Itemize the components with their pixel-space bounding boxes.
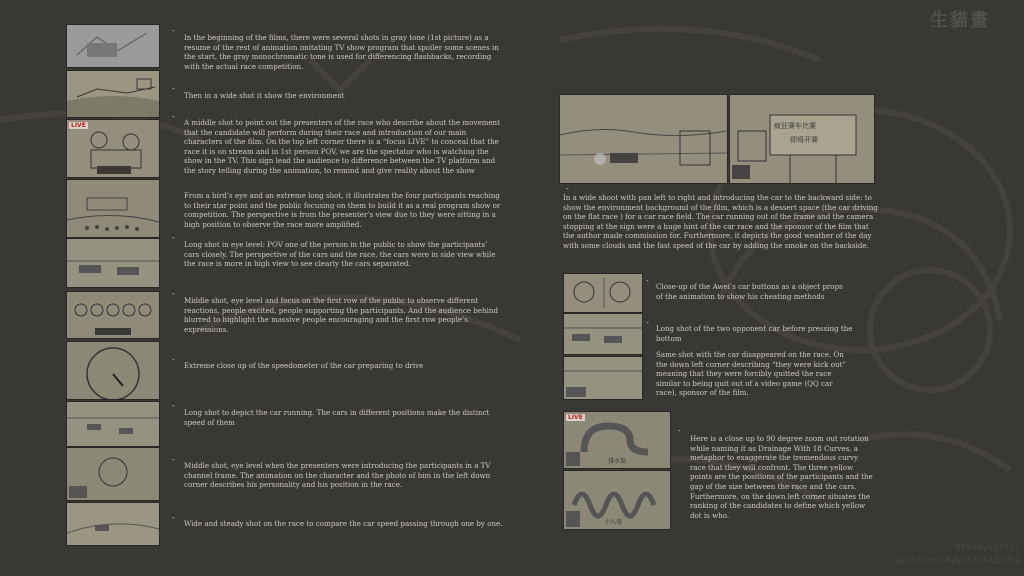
track-label-1: 排水渠 <box>608 458 627 465</box>
track-zoom-caption: Here is a close up to 90 degree zoom out rotation while naming it as Drainage With 18 Curves, a metaphor to exaggerate the tremendous curvy race that they will confront. The three yellow points are the positions of the participants and the gap of the size between the race and the cars. Furthermore, on the down left corner situates the ranking of the candidates to define which yellow dot is who. <box>690 434 873 520</box>
track-zoom-frame-1 <box>563 411 671 469</box>
stamp-line-2: ab0b9dec64ab0420e43b06a <box>895 556 1020 566</box>
storyboard-frame-7 <box>66 341 160 400</box>
shot-caption-1: In the beginning of the films, there were several shots in gray tone (1st picture) as a resume of the rest of animation imitating TV show program that spoiler some scenes in the start, the gray monochromatic tone is used for differencing flashbacks, recording with the actual race competition. <box>184 33 499 71</box>
caption-dash: - <box>646 318 649 327</box>
shot-caption-5: Long shot in eye level: POV one of the person in the public to show the participants’ cars closely. The perspective of the cars and the race, the cars were in side view while the race is more in high view to see clearly the cars separated. <box>184 240 496 269</box>
caption-dash: - <box>172 233 175 242</box>
caption-dash: - <box>678 426 681 435</box>
storyboard-frame-10 <box>66 502 160 546</box>
kicked-out-caption: Same shot with the car disappeared on the race. On the down left corner describing “they were kick out” meaning that they were forcibly quitted the race similar to being quit out of a video game (QQ car race), sponsor of the film. <box>656 350 847 398</box>
storyboard-frame-9 <box>66 447 160 501</box>
live-badge: LIVE <box>71 122 86 129</box>
caption-dash: - <box>172 401 175 410</box>
storyboard-frame-8 <box>66 401 160 447</box>
shot-caption-9: Middle shot, eye level when the presenters were introducing the participants in a TV channel frame. The animation on the character and the photo of him in the left down corner describes his personality and his position in the race. <box>184 461 491 490</box>
storyboard-frame-4 <box>66 179 160 238</box>
caption-dash: - <box>172 513 175 522</box>
caption-dash: - <box>172 455 175 464</box>
wide-pan-frame-right <box>729 94 875 184</box>
shot-caption-10: Wide and steady shot on the race to compare the car speed passing through one by one. <box>184 519 503 528</box>
shot-caption-6: Middle shot, eye level and focus on the first row of the public to observe different reactions, people excited, people supporting the participants. And the audience behind blurred to highlight the massive people encouraging and the first row people’s expressions. <box>184 296 499 334</box>
shot-caption-4: From a bird’s eye and an extreme long shot, it illustrates the four participants reaching to their star point and the public focusing on them to build it as a real program show or competition. The perspective is from the presenter’s view due to they were sitting in a high position to observe the race more amplified. <box>184 191 501 229</box>
live-badge: LIVE <box>568 414 583 421</box>
track-label-2: 十八弯 <box>604 519 623 526</box>
caption-dash: - <box>566 184 569 193</box>
shot-caption-3: A middle shot to point out the presenters of the race who describe about the movement that the candidate will perform during their race and introduction of our main characters of the film. On the top left corner there is a “focus LIVE” to conceal that the race it is on stream and in 1st person POV, we are the spectator who is watching the show in the TV. This sign lead the audience to difference between the TV platform and the story telling during the animation, to remind and give reality about the show <box>184 118 500 175</box>
opponent-cars-caption: Long shot of the two opponent car before pressing the bottom <box>656 324 853 343</box>
watermark-text: 生貓畫 <box>930 10 990 31</box>
shot-caption-7: Extreme close up of the speedometer of the car preparing to drive <box>184 361 424 370</box>
opponent-cars-frame <box>563 313 643 355</box>
stamp-line-1: 0YAV4y9d7Xc7 <box>954 543 1020 553</box>
storyboard-frame-5 <box>66 238 160 288</box>
sign-text-1: 疯狂赛车比赛 <box>774 122 816 130</box>
storyboard-frame-3 <box>66 119 160 178</box>
car-buttons-caption: Close-up of the Awei’s car buttons as a object props of the animation to show his cheating methods <box>656 282 843 301</box>
caption-dash: - <box>172 355 175 364</box>
storyboard-frame-2 <box>66 70 160 118</box>
caption-dash: - <box>172 26 175 35</box>
caption-dash: - <box>172 289 175 298</box>
kicked-out-frame <box>563 356 643 400</box>
sign-text-2: 即将开赛 <box>790 136 818 144</box>
caption-dash: - <box>172 84 175 93</box>
shot-caption-2: Then in a wide shot it show the environment <box>184 91 345 100</box>
stamp-code <box>895 542 1020 568</box>
storyboard-frame-6 <box>66 291 160 339</box>
wide-pan-caption: In a wide shoot with pan left to right and introducing the car to the backward side: to show the environment background of the film, which is a dessert space (the car driving on the flat race ) for a car race field. The car running out of the frame and the camera stopping at the sign were a huge hint of the car race and the sponsor of the film that the author made commission for. Furthermore, it depicts the good weather of the day with some clouds and the fast speed of the car by adding the smoke on the backside. <box>563 193 878 250</box>
caption-dash: - <box>646 276 649 285</box>
storyboard-frame-1 <box>66 24 160 68</box>
shot-caption-8: Long shot to depict the car running. The cars in different positions make the distinct speed of them <box>184 408 490 427</box>
wide-pan-frame-left <box>559 94 728 184</box>
caption-dash: - <box>172 112 175 121</box>
track-zoom-frame-2 <box>563 470 671 530</box>
car-buttons-frame <box>563 273 643 313</box>
